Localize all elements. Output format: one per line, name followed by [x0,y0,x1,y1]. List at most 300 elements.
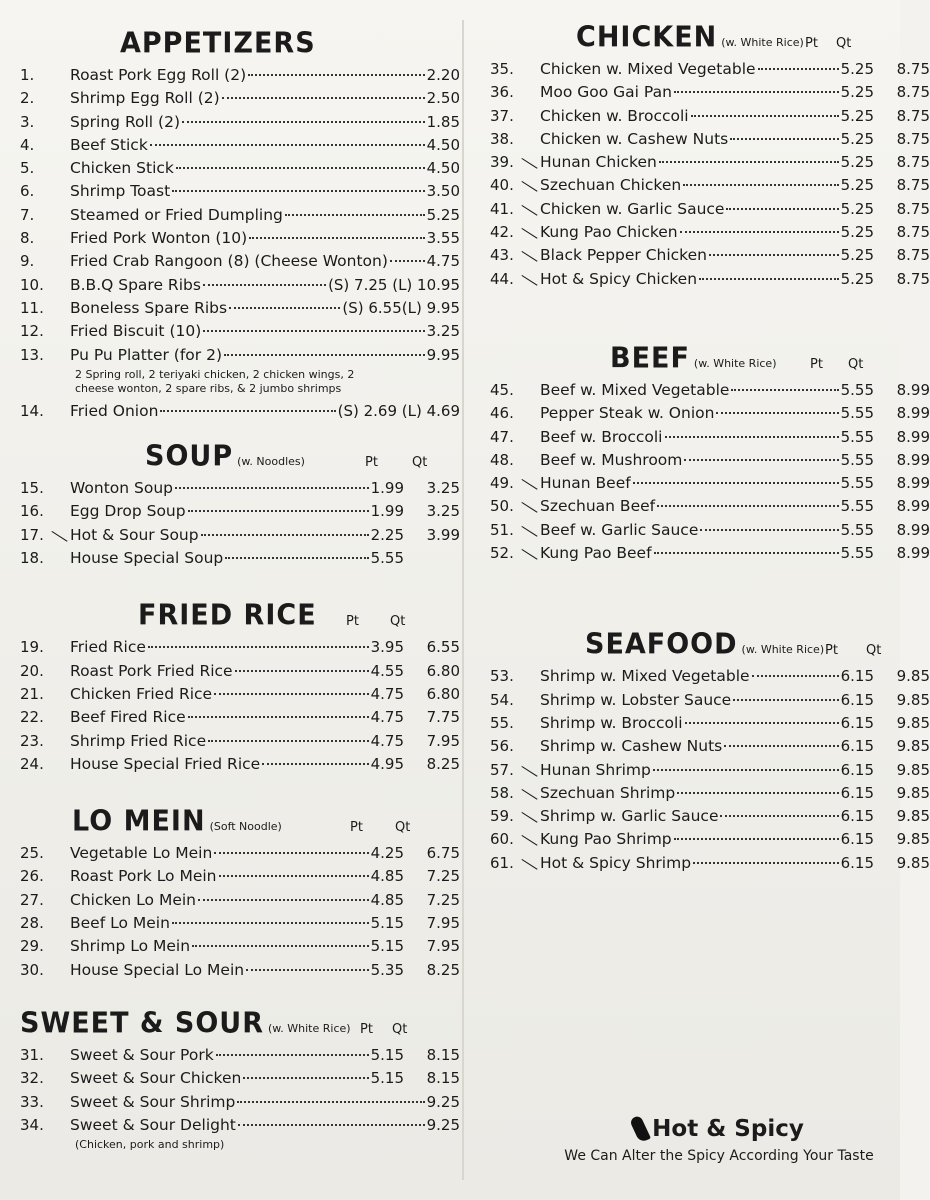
item-number: 2. [20,89,35,108]
item-name: Chicken w. Cashew Nuts [540,129,729,148]
pint-column-label: Pt [346,614,359,630]
item-price: 4.85 [370,890,404,909]
item-number: 20. [20,661,44,680]
menu-item-row [490,805,930,828]
item-number: 42. [490,223,514,242]
item-price: 5.55 [370,549,404,568]
item-name: Chicken Lo Mein [70,890,196,909]
item-name: Shrimp Egg Roll (2) [70,89,220,108]
menu-item-row [490,174,930,197]
item-price: 4.75 [426,252,460,271]
item-price: 4.85 [370,867,404,886]
menu-item-row [20,400,460,423]
dot-leader [752,675,839,677]
item-name: Vegetable Lo Mein [70,844,213,863]
item-number: 56. [490,737,514,756]
item-name: Beef Fired Rice [70,708,186,727]
item-price-quart: 8.99 [896,474,930,493]
item-name: Roast Pork Lo Mein [70,867,217,886]
item-number: 44. [490,269,514,288]
item-price: 4.55 [370,661,404,680]
item-price: 6.15 [840,853,874,872]
item-price-quart: 8.15 [426,1069,460,1088]
item-number: 31. [20,1045,44,1064]
item-price-quart: 8.75 [896,199,930,218]
item-number: 13. [20,345,44,364]
menu-item-row [490,244,930,267]
menu-item-row [20,865,460,888]
item-name: Fried Biscuit (10) [70,322,202,341]
item-price-quart: 8.15 [426,1045,460,1064]
item-price: 5.15 [370,1045,404,1064]
chili-pepper-icon: ╲ [522,785,538,804]
dot-leader [677,792,838,794]
item-price: 9.95 [426,345,460,364]
item-name: Spring Roll (2) [70,112,180,131]
item-price: 3.50 [426,182,460,201]
item-name: Szechuan Shrimp [540,783,676,802]
item-price-quart: 8.99 [896,450,930,469]
item-price-quart: 8.75 [896,106,930,125]
item-name: Beef Lo Mein [70,914,170,933]
item-price: 5.15 [370,1069,404,1088]
item-price: 5.25 [840,199,874,218]
menu-item-row [20,134,460,157]
item-number: 12. [20,322,44,341]
dot-leader [684,459,838,461]
item-number: 46. [490,404,514,423]
item-name: Kung Pao Beef [540,544,652,563]
section-title: SWEET & SOUR [20,1007,264,1040]
menu-item-row [20,889,460,912]
menu-item-row [20,730,460,753]
quart-column-label: Qt [836,36,852,51]
chili-pepper-icon: ╲ [522,499,538,518]
item-number: 61. [490,853,514,872]
dot-leader [285,214,425,216]
quart-column-label: Qt [395,820,411,836]
dot-leader [709,254,839,256]
menu-item-row [490,151,930,174]
item-price-quart: 8.75 [896,176,930,195]
dot-leader [680,231,839,233]
section-header [20,28,460,64]
item-price: 6.15 [840,760,874,779]
dot-leader [192,945,369,947]
dot-leader [691,115,839,117]
dot-leader [214,693,369,695]
dot-leader [674,91,839,93]
item-name: Sweet & Sour Chicken [70,1069,242,1088]
item-name: Hot & Spicy Shrimp [540,853,692,872]
item-price-quart: 8.75 [896,60,930,78]
item-name: Sweet & Sour Pork [70,1045,214,1064]
dot-leader [693,862,839,864]
item-number: 9. [20,252,35,271]
section-note: (w. White Rice) [721,36,804,49]
item-name: Beef w. Mushroom [540,450,683,469]
item-price: 3.25 [426,322,460,341]
item-name: Fried Crab Rangoon (8) (Cheese Wonton) [70,252,388,271]
menu-item-row [20,1044,460,1067]
item-description: 2 Spring roll, 2 teriyaki chicken, 2 chicken wings, 2 cheese wonton, 2 spare ribs, & 2 jumbo shrimps [75,367,355,395]
item-price-quart: 8.99 [896,544,930,563]
menu-item-row [490,852,930,875]
item-number: 60. [490,830,514,849]
item-number: 51. [490,520,514,539]
item-price: (S) 6.55(L) 9.95 [342,298,460,317]
item-number: 3. [20,112,35,131]
dot-leader [700,529,838,531]
item-description: (Chicken, pork and shrimp) [75,1138,225,1152]
menu-item-row [490,828,930,851]
item-number: 19. [20,638,44,657]
quart-column-label: Qt [390,614,406,630]
item-price-quart: 7.95 [426,731,460,750]
item-name: Szechuan Chicken [540,176,682,195]
item-price: 5.25 [840,223,874,242]
section-note: (Soft Noodle) [209,820,282,834]
dot-leader [160,410,335,412]
dot-leader [198,899,369,901]
item-price: 5.25 [840,269,874,288]
item-name: Kung Pao Shrimp [540,830,672,849]
item-name: House Special Lo Mein [70,960,245,979]
item-number: 29. [20,937,44,956]
item-number: 23. [20,731,44,750]
item-number: 33. [20,1092,44,1111]
dot-leader [733,699,838,701]
item-price-quart: 7.95 [426,914,460,933]
item-price-quart: 9.85 [896,690,930,709]
item-price-quart: 7.25 [426,867,460,886]
section-title: LO MEIN [72,805,206,838]
item-name: Shrimp w. Mixed Vegetable [540,667,750,686]
section-title: SOUP [145,440,234,473]
menu-item-row [490,665,930,688]
menu-item-row [20,1067,460,1090]
item-name: Shrimp Toast [70,182,171,201]
item-name: Chicken w. Broccoli [540,106,689,125]
menu-item-row [20,842,460,865]
item-number: 5. [20,159,35,178]
item-name: Fried Onion [70,401,159,420]
menu-section-beef [490,343,930,565]
item-name: Hunan Chicken [540,153,657,172]
menu-item-row [490,689,930,712]
menu-item-row [20,227,460,250]
item-number: 15. [20,479,44,498]
item-name: Shrimp Lo Mein [70,937,191,956]
chili-pepper-icon: ╲ [522,178,538,197]
chili-pepper-icon: ╲ [522,546,538,565]
menu-item-row [20,320,460,343]
legend-title: Hot & Spicy [652,1116,804,1142]
item-name: Shrimp w. Lobster Sauce [540,690,732,709]
item-number: 53. [490,667,514,686]
item-price: 1.85 [426,112,460,131]
menu-item-row [490,221,930,244]
chili-pepper-icon: ╲ [522,155,538,174]
item-price-quart: 6.55 [426,638,460,657]
menu-item-row [20,297,460,320]
item-price-quart: 9.85 [896,713,930,732]
menu-item-row [20,636,460,659]
menu-item-row [20,180,460,203]
item-name: Shrimp w. Broccoli [540,713,683,732]
item-price-quart: 9.25 [426,1115,460,1134]
item-number: 37. [490,106,514,125]
item-number: 30. [20,960,44,979]
item-number: 18. [20,549,44,568]
menu-section-seafood [490,629,930,875]
item-price-quart: 6.75 [426,844,460,863]
item-price-quart: 6.80 [426,684,460,703]
item-number: 27. [20,890,44,909]
menu-item-row [20,64,460,87]
item-name: Boneless Spare Ribs [70,298,228,317]
dot-leader [237,1101,424,1103]
item-number: 32. [20,1069,44,1088]
dot-leader [176,167,425,169]
spicy-legend [544,1116,894,1164]
item-price: 5.25 [840,246,874,265]
dot-leader [674,838,839,840]
item-price: 4.75 [370,684,404,703]
item-price-quart: 9.85 [896,853,930,872]
item-name: Shrimp Fried Rice [70,731,207,750]
dot-leader [683,184,838,186]
dot-leader [175,487,369,489]
item-price: 1.99 [370,502,404,521]
menu-item-row [20,1091,460,1114]
chili-pepper-icon: ╲ [522,225,538,244]
item-price: 5.25 [840,106,874,125]
dot-leader [235,670,369,672]
item-name: Fried Rice [70,638,146,657]
dot-leader [148,646,369,648]
item-price: 6.15 [840,783,874,802]
item-number: 57. [490,760,514,779]
item-price-quart: 9.25 [426,1092,460,1111]
menu-item-row [20,87,460,110]
menu-item-row [20,157,460,180]
chili-pepper-icon [629,1115,651,1144]
item-name: Wonton Soup [70,479,174,498]
menu-item-row [490,519,930,542]
section-note: (w. White Rice) [268,1021,351,1035]
dot-leader [685,722,839,724]
item-price: 2.50 [426,89,460,108]
item-name: Hunan Shrimp [540,760,651,779]
item-name: Fried Pork Wonton (10) [70,229,248,248]
item-number: 43. [490,246,514,265]
item-name: Beef Stick [70,135,148,154]
item-number: 59. [490,807,514,826]
menu-item-row [490,128,930,151]
menu-item-row [20,500,460,523]
menu-section-appetizers [20,28,460,423]
item-price-quart: 8.25 [426,754,460,773]
item-name: Chicken Stick [70,159,174,178]
item-price: 1.99 [370,479,404,498]
item-price-quart: 8.75 [896,246,930,265]
dot-leader [188,716,369,718]
menu-item-row [490,198,930,221]
item-price: 4.75 [370,708,404,727]
item-name: Hot & Sour Soup [70,525,199,544]
item-price-quart: 8.75 [896,129,930,148]
item-price: 6.15 [840,807,874,826]
item-price-quart: 3.25 [426,479,460,498]
item-price: 5.35 [370,960,404,979]
dot-leader [182,121,425,123]
item-number: 58. [490,783,514,802]
pint-column-label: Pt [810,356,823,372]
item-price-quart: 8.75 [896,153,930,172]
dot-leader [699,278,839,280]
item-name: Roast Pork Fried Rice [70,661,233,680]
dot-leader [222,97,425,99]
dot-leader [248,74,424,76]
item-name: Chicken Fried Rice [70,684,213,703]
item-name: Egg Drop Soup [70,502,186,521]
item-name: Chicken w. Mixed Vegetable [540,60,756,78]
pint-column-label: Pt [360,1021,373,1037]
item-price: 3.55 [426,229,460,248]
item-name: Beef w. Garlic Sauce [540,520,699,539]
item-name: Beef w. Broccoli [540,427,663,446]
pint-column-label: Pt [825,643,838,659]
item-price: 5.55 [840,497,874,516]
dot-leader [188,510,369,512]
menu-item-row [490,495,930,518]
dot-leader [214,852,368,854]
item-price-quart: 9.85 [896,830,930,849]
menu-section-soup [20,441,460,570]
item-price: 5.25 [426,205,460,224]
item-price-quart: 8.75 [896,269,930,288]
item-price-quart: 7.95 [426,937,460,956]
item-name: Shrimp w. Cashew Nuts [540,737,723,756]
dot-leader [731,389,838,391]
pint-column-label: Pt [805,36,818,51]
item-number: 24. [20,754,44,773]
item-name: Black Pepper Chicken [540,246,707,265]
menu-item-row [490,268,930,291]
item-price: 5.55 [840,544,874,563]
chili-pepper-icon: ╲ [522,809,538,828]
item-price: 4.95 [370,754,404,773]
item-name: Roast Pork Egg Roll (2) [70,66,247,84]
menu-item-row [20,274,460,297]
item-number: 10. [20,275,44,294]
dot-leader [654,552,839,554]
menu-item-row [20,935,460,958]
item-name: House Special Soup [70,549,224,568]
column-divider [462,20,464,1180]
item-price-quart: 9.85 [896,760,930,779]
item-price: 5.25 [840,153,874,172]
dot-leader [730,138,838,140]
dot-leader [203,330,424,332]
item-price: 5.25 [840,60,874,78]
item-price-quart: 8.99 [896,427,930,446]
section-header [20,600,460,636]
item-number: 39. [490,153,514,172]
item-price-quart: 8.99 [896,380,930,399]
item-price: 6.15 [840,667,874,686]
left-column [20,28,460,1156]
item-number: 25. [20,844,44,863]
item-name: Shrimp w. Garlic Sauce [540,807,719,826]
item-name: Moo Goo Gai Pan [540,83,672,102]
item-name: Chicken w. Garlic Sauce [540,199,725,218]
dot-leader [249,237,424,239]
section-title: CHICKEN [576,21,718,54]
section-note: (w. Noodles) [237,455,305,469]
section-header [490,343,930,379]
quart-column-label: Qt [848,356,864,372]
item-price: 5.55 [840,520,874,539]
item-price: 6.15 [840,713,874,732]
chili-pepper-icon: ╲ [522,762,538,781]
item-number: 45. [490,380,514,399]
item-price: 5.55 [840,474,874,493]
menu-item-row [490,58,930,81]
dot-leader [216,1054,369,1056]
item-number: 14. [20,401,44,420]
legend-heading [634,1116,804,1142]
item-number: 48. [490,450,514,469]
item-name: Sweet & Sour Delight [70,1115,236,1134]
item-price: 5.55 [840,404,874,423]
section-note: (w. White Rice) [693,356,777,370]
dot-leader [726,208,838,210]
item-number: 26. [20,867,44,886]
section-title: APPETIZERS [120,27,316,60]
item-number: 7. [20,205,35,224]
menu-item-row [20,111,460,134]
menu-section-sweet-sour [20,1008,460,1152]
item-price: 2.20 [426,66,460,84]
dot-leader [659,161,839,163]
menu-item-row [490,472,930,495]
section-title: SEAFOOD [585,628,738,662]
item-price-quart: 3.25 [426,502,460,521]
menu-item-row [20,547,460,570]
dot-leader [225,557,368,559]
item-price-quart: 8.25 [426,960,460,979]
item-number: 40. [490,176,514,195]
item-price: 4.75 [370,731,404,750]
dot-leader [262,763,368,765]
item-name: B.B.Q Spare Ribs [70,275,201,294]
item-number: 36. [490,83,514,102]
item-price: 5.25 [840,129,874,148]
item-number: 47. [490,427,514,446]
menu-item-row [490,379,930,402]
menu-item-row [20,344,460,367]
item-price-quart: 9.85 [896,737,930,756]
dot-leader [246,969,369,971]
menu-item-row [490,759,930,782]
item-number: 54. [490,690,514,709]
item-name: Steamed or Fried Dumpling [70,205,283,224]
menu-item-row [490,105,930,128]
dot-leader [238,1124,425,1126]
dot-leader [633,482,839,484]
